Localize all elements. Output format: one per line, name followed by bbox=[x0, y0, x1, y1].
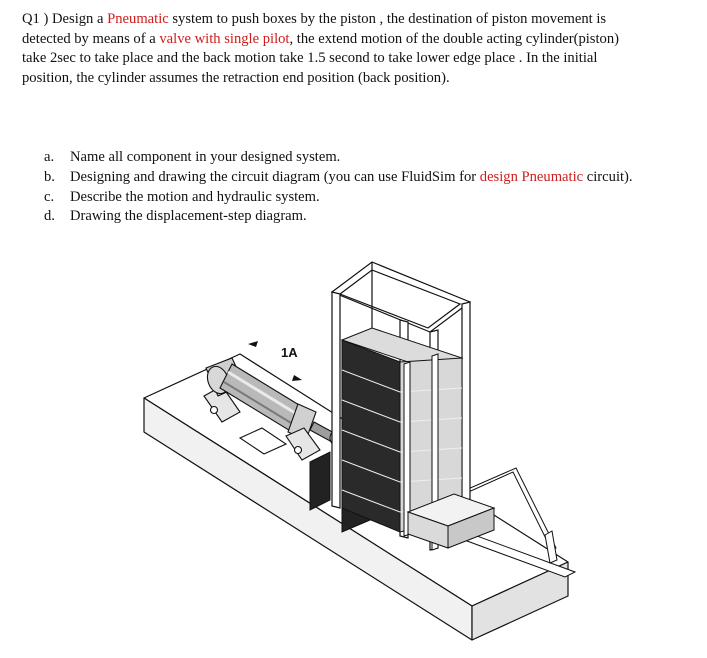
question-line-3: take 2sec to take place and the back motion take 1.5 second to take lower edge place . In the initial bbox=[22, 50, 598, 66]
highlight-pneumatic: Pneumatic bbox=[107, 11, 169, 27]
task-item-a: a. Name all component in your designed system. bbox=[44, 149, 341, 165]
task-item-b: b. Designing and drawing the circuit diagram (you can use FluidSim for design Pneumatic circuit). bbox=[44, 168, 633, 185]
motion-arrow-left bbox=[248, 341, 258, 347]
question-line-1: Q1 ) Design a Pneumatic system to push boxes by the piston , the destination of piston movement is bbox=[22, 11, 607, 27]
question-line-4: position, the cylinder assumes the retraction end position (back position). bbox=[22, 69, 450, 86]
highlight-design-pneumatic: design Pneumatic bbox=[479, 168, 584, 185]
question-line-2: detected by means of a valve with single pilot, the extend motion of the double acting cylinder(piston) bbox=[22, 30, 619, 47]
task-item-c: c. Describe the motion and hydraulic system. bbox=[44, 188, 320, 205]
motion-arrow-right bbox=[292, 375, 302, 381]
highlight-valve: valve with single pilot bbox=[159, 30, 290, 47]
cylinder-label-1a: 1A bbox=[281, 345, 298, 360]
task-item-d: d. Drawing the displacement-step diagram. bbox=[44, 208, 307, 225]
